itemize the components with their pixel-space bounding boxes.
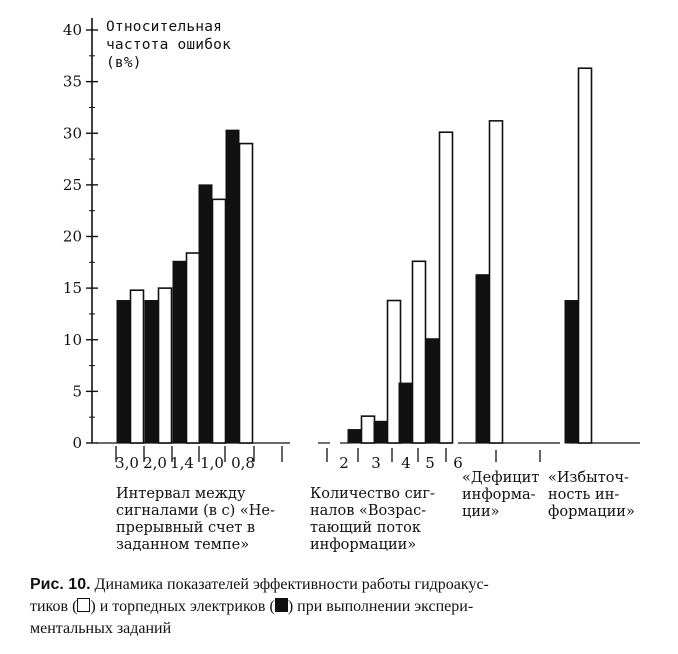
group-label-line: заданном темпе» <box>116 537 250 553</box>
y-tick-label: 25 <box>62 175 82 194</box>
bar-hydroacoustics <box>362 416 375 443</box>
bar-electricians <box>173 261 186 443</box>
x-tick-label: 2 <box>339 454 349 472</box>
y-axis-label-line: частота ошибок <box>106 37 232 53</box>
y-tick-label: 0 <box>72 434 82 452</box>
group-label-deficit <box>462 470 539 521</box>
x-tick-label: 0,8 <box>231 454 255 472</box>
group-label-line: Интервал между <box>116 486 246 502</box>
x-tick-label: 1,4 <box>170 454 194 472</box>
bar-hydroacoustics <box>440 132 453 443</box>
caption-line-2c: ) при выполнении экспери- <box>287 598 474 615</box>
bar-electricians <box>145 301 158 443</box>
bar-electricians <box>348 430 361 443</box>
bar-hydroacoustics <box>131 290 144 443</box>
group-label-line: «Избыточ- <box>548 470 629 486</box>
group-label-excess <box>548 470 635 521</box>
group-label-line: информации» <box>310 537 417 553</box>
group-label-line: тающий поток <box>310 520 421 536</box>
bar-hydroacoustics <box>213 199 226 443</box>
filled-square-icon <box>275 598 288 612</box>
group-label-line: ность ин- <box>548 487 620 503</box>
bar-hydroacoustics <box>490 121 503 443</box>
y-axis-label <box>106 18 231 72</box>
bar-hydroacoustics <box>579 68 592 443</box>
open-square-icon <box>77 598 90 612</box>
y-tick-label: 40 <box>62 21 82 39</box>
bar-electricians <box>476 275 489 443</box>
x-tick-label: 6 <box>453 454 463 472</box>
caption-line-3: ментальных заданий <box>30 620 172 637</box>
group-label-line: Количество сиг- <box>310 486 435 502</box>
group-label-line: прерывный счет в <box>116 520 256 536</box>
x-tick-label: 3 <box>371 454 381 472</box>
bar-hydroacoustics <box>413 261 426 443</box>
group-label-line: сигналами (в с) «Не- <box>116 503 275 519</box>
group-label-line: налов «Возрас- <box>310 503 427 519</box>
bar-electricians <box>226 130 239 443</box>
x-tick-label: 5 <box>425 454 435 472</box>
group-label-line: ции» <box>462 504 500 520</box>
bar-electricians <box>374 421 387 443</box>
y-tick-label: 15 <box>62 279 82 298</box>
bar-electricians <box>199 185 212 443</box>
y-tick-label: 30 <box>62 124 82 143</box>
group-label-line: информа- <box>462 487 536 503</box>
bar-electricians <box>565 301 578 443</box>
bar-hydroacoustics <box>240 144 253 443</box>
x-tick-label: 4 <box>401 454 411 472</box>
bar-electricians <box>399 383 412 443</box>
x-tick-label: 3,0 <box>115 454 139 472</box>
caption-line-2a: тиков ( <box>30 598 78 615</box>
group-label-line: формации» <box>548 504 635 520</box>
x-tick-label: 2,0 <box>143 454 167 472</box>
y-axis-label-line: (в%) <box>106 55 142 71</box>
bar-electricians <box>426 339 439 443</box>
caption-prefix: Рис. 10. <box>30 576 91 593</box>
group-label-line: «Дефицит <box>462 470 540 486</box>
caption-line-1: Динамика показателей эффективности работы гидроакус- <box>94 576 489 593</box>
group-label-count <box>310 486 435 554</box>
bar-hydroacoustics <box>187 253 200 443</box>
y-tick-label: 20 <box>62 227 82 246</box>
caption-line-2b: ) и торпедных электриков ( <box>90 598 275 615</box>
bar-hydroacoustics <box>159 288 172 443</box>
y-tick-label: 5 <box>72 382 82 401</box>
figure-caption <box>30 574 660 640</box>
y-tick-label: 35 <box>62 72 82 91</box>
bar-electricians <box>117 301 130 443</box>
y-axis-label-line: Относительная <box>106 19 223 35</box>
y-tick-label: 10 <box>62 330 82 349</box>
x-tick-label: 1,0 <box>200 454 224 472</box>
group-label-interval <box>116 486 275 554</box>
